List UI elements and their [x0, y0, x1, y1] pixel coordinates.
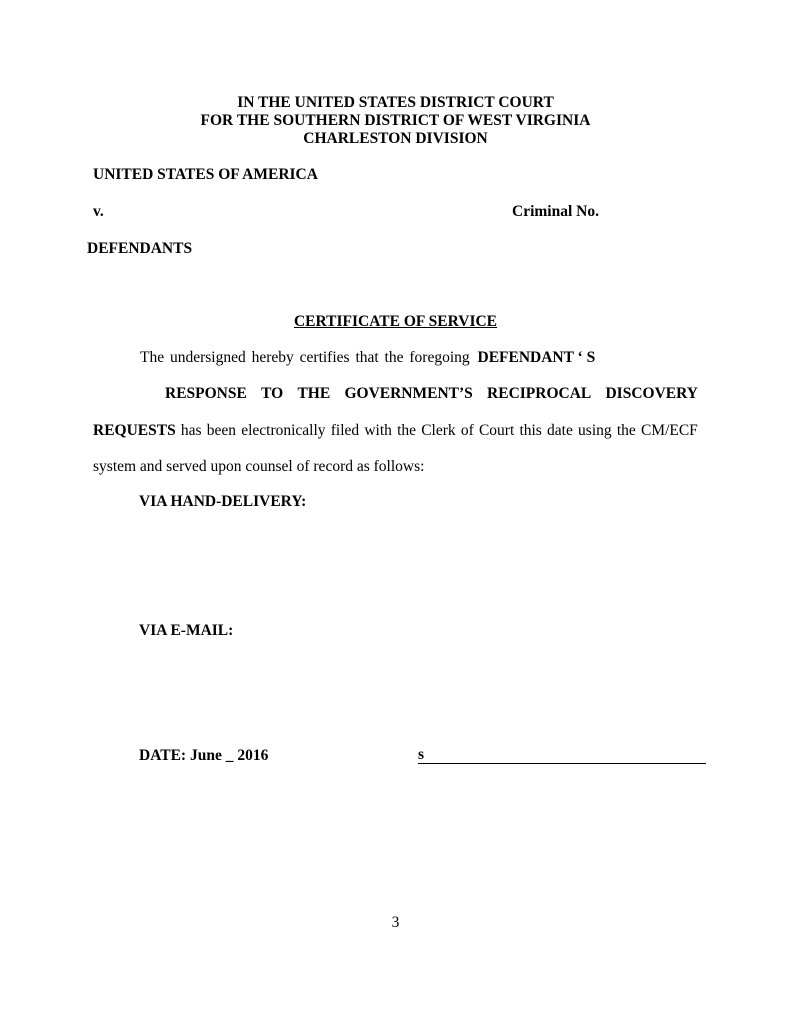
document-title-word: THE: [297, 385, 331, 402]
body-word: this: [519, 422, 542, 439]
versus-label: v.: [93, 203, 104, 220]
certificate-body-line-3: [93, 422, 698, 440]
court-header: [0, 94, 791, 148]
court-name: IN THE UNITED STATES DISTRICT COURT: [237, 94, 554, 111]
body-word: has: [180, 422, 202, 439]
body-word: date: [547, 422, 573, 439]
page-number: 3: [391, 914, 400, 931]
email-heading: VIA E-MAIL:: [139, 622, 234, 639]
body-word: electronically: [241, 422, 326, 439]
certification-text: The undersigned hereby certifies that the foregoing: [140, 349, 470, 366]
case-number-label: Criminal No.: [512, 203, 599, 220]
signature-prefix: s: [418, 746, 425, 763]
court-division: CHARLESTON DIVISION: [303, 130, 488, 147]
document-title-word: TO: [261, 385, 284, 402]
certificate-body-line-2: [165, 385, 698, 403]
court-district: FOR THE SOUTHERN DISTRICT OF WEST VIRGINIA: [200, 112, 591, 129]
document-title-word: GOVERNMENT’S: [344, 385, 473, 402]
body-word: with: [364, 422, 392, 439]
body-word: the: [397, 422, 417, 439]
body-word: been: [206, 422, 237, 439]
document-title-word: REQUESTS: [93, 422, 176, 439]
body-word: Court: [478, 422, 515, 439]
document-title-word: RECIPROCAL: [487, 385, 592, 402]
defendants-label: DEFENDANTS: [87, 240, 193, 257]
body-word: the: [616, 422, 636, 439]
date-label: DATE: June _ 2016: [139, 747, 269, 764]
certificate-body-line-4: system and served upon counsel of record as follows:: [93, 458, 425, 475]
document-title-word: DISCOVERY: [605, 385, 698, 402]
document-title-part-1: DEFENDANT ‘ S: [477, 349, 596, 366]
body-word: using: [578, 422, 612, 439]
body-word: CM/ECF: [640, 422, 698, 439]
signature-line: [418, 746, 706, 764]
body-word: of: [460, 422, 474, 439]
body-word: Clerk: [421, 422, 456, 439]
certificate-title: CERTIFICATE OF SERVICE: [293, 313, 498, 330]
document-title-word: RESPONSE: [165, 385, 247, 402]
certificate-body-line-1: [93, 349, 698, 367]
body-word: filed: [330, 422, 360, 439]
plaintiff-name: UNITED STATES OF AMERICA: [93, 166, 318, 183]
hand-delivery-heading: VIA HAND-DELIVERY:: [139, 493, 307, 510]
